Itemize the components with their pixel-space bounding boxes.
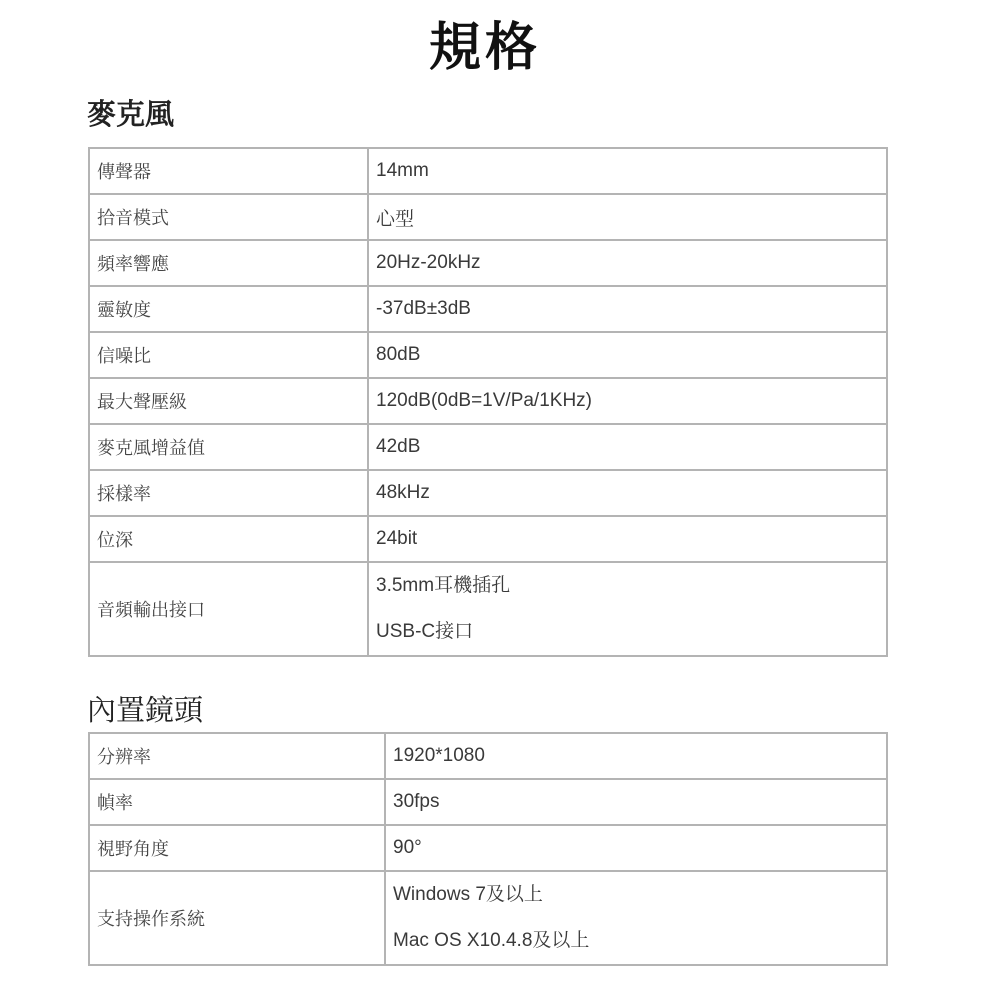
spec-label: 靈敏度 bbox=[89, 286, 368, 332]
spec-value: 24bit bbox=[368, 516, 887, 562]
table-row bbox=[89, 779, 887, 825]
camera-spec-table bbox=[88, 732, 888, 966]
table-row bbox=[89, 332, 887, 378]
microphone-spec-table bbox=[88, 147, 888, 657]
table-row bbox=[89, 516, 887, 562]
spec-value: 42dB bbox=[368, 424, 887, 470]
table-row bbox=[89, 194, 887, 240]
table-row bbox=[89, 733, 887, 779]
spec-value-multi bbox=[368, 562, 887, 656]
spec-value: 120dB(0dB=1V/Pa/1KHz) bbox=[368, 378, 887, 424]
table-row bbox=[89, 424, 887, 470]
spec-value: 14mm bbox=[368, 148, 887, 194]
table-row bbox=[89, 562, 887, 656]
spec-label: 最大聲壓級 bbox=[89, 378, 368, 424]
microphone-section-title: 麥克風 bbox=[87, 97, 175, 131]
spec-value-line: 3.5mm耳機插孔 bbox=[376, 575, 511, 596]
spec-value: 80dB bbox=[368, 332, 887, 378]
table-row bbox=[89, 825, 887, 871]
page-title: 規格 bbox=[428, 18, 541, 78]
spec-label: 音頻輸出接口 bbox=[89, 562, 368, 656]
spec-value-line: Windows 7及以上 bbox=[393, 884, 543, 905]
table-row bbox=[89, 470, 887, 516]
spec-label: 分辨率 bbox=[89, 733, 385, 779]
table-row bbox=[89, 871, 887, 965]
table-row bbox=[89, 378, 887, 424]
spec-label: 位深 bbox=[89, 516, 368, 562]
spec-value-line: USB-C接口 bbox=[376, 621, 474, 642]
spec-label: 視野角度 bbox=[89, 825, 385, 871]
spec-value: 30fps bbox=[385, 779, 887, 825]
spec-label: 傳聲器 bbox=[89, 148, 368, 194]
spec-value: 心型 bbox=[368, 194, 887, 240]
table-row bbox=[89, 286, 887, 332]
table-row bbox=[89, 240, 887, 286]
spec-label: 信噪比 bbox=[89, 332, 368, 378]
spec-label: 拾音模式 bbox=[89, 194, 368, 240]
spec-label: 幀率 bbox=[89, 779, 385, 825]
spec-label: 採樣率 bbox=[89, 470, 368, 516]
spec-value: 20Hz-20kHz bbox=[368, 240, 887, 286]
spec-value-multi bbox=[385, 871, 887, 965]
spec-value: 48kHz bbox=[368, 470, 887, 516]
spec-label: 麥克風增益值 bbox=[89, 424, 368, 470]
spec-label: 頻率響應 bbox=[89, 240, 368, 286]
table-row bbox=[89, 148, 887, 194]
spec-value: 90° bbox=[385, 825, 887, 871]
spec-value: 1920*1080 bbox=[385, 733, 887, 779]
spec-value-line: Mac OS X10.4.8及以上 bbox=[393, 930, 590, 951]
camera-section-title: 內置鏡頭 bbox=[87, 693, 204, 727]
spec-value: -37dB±3dB bbox=[368, 286, 887, 332]
spec-label: 支持操作系統 bbox=[89, 871, 385, 965]
